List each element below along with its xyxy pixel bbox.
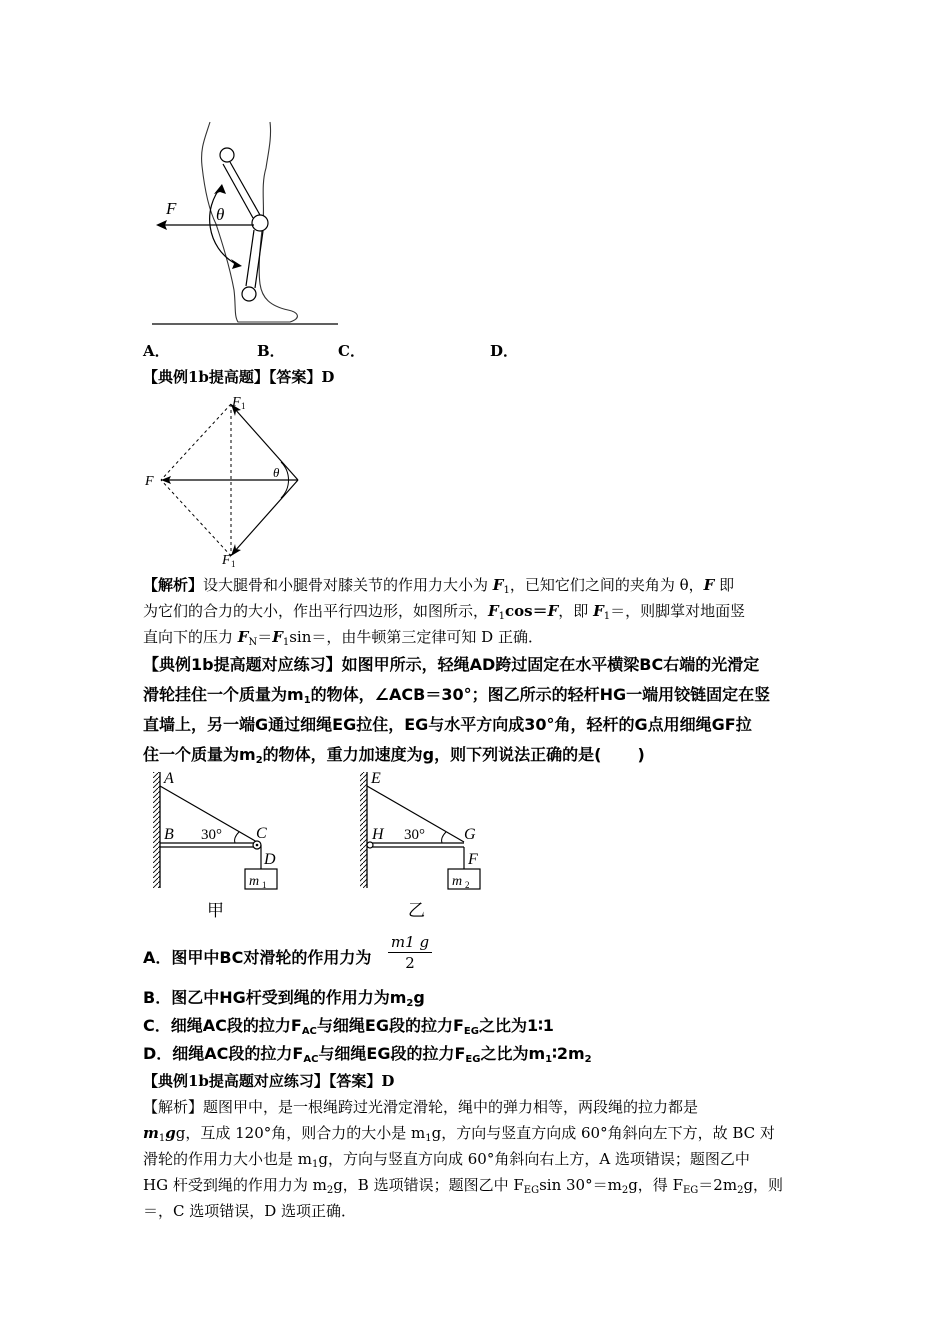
choice-a-fraction — [388, 932, 432, 973]
jia-label-b: B — [164, 826, 174, 843]
yi-mass-label: m — [452, 874, 463, 889]
answer-heading-2: 【典例1b提高题对应练习】【答案】D — [143, 1072, 395, 1090]
yi-label-e: E — [371, 770, 381, 787]
yi-label-f: F — [468, 851, 478, 868]
parallelogram-figure — [143, 392, 313, 570]
yi-caption: 乙 — [408, 901, 425, 920]
yi-label-g: G — [464, 826, 476, 843]
choice-b: B．图乙中HG杆受到绳的作用力为$m_2g$ — [143, 988, 425, 1009]
f-label: F — [145, 474, 154, 489]
analysis1-line2: 为它们的合力的大小，作出平行四边形，如图所示，$F_1\cos=F$，即 $F_1=$，则脚掌对地面竖 — [143, 602, 746, 622]
analysis2-line3: 滑轮的作用力大小也是 $m_1g$，方向与竖直方向成 60°角斜向右上方，A 选项错误；题图乙中 — [143, 1150, 750, 1170]
practice-line4: 住一个质量为$m_2$的物体，重力加速度为g，则下列说法正确的是( ) — [143, 745, 645, 766]
choice-d: D．细绳AC段的拉力$F_{AC}$与细绳EG段的拉力$F_{EG}$之比为$m_1∶2m_2$ — [143, 1044, 592, 1065]
analysis2-line5: ＝，C 选项错误，D 选项正确． — [143, 1202, 357, 1220]
practice-line1: 【典例1b提高题对应练习】如图甲所示，轻绳AD跨过固定在水平横梁BC右端的光滑定 — [143, 655, 760, 674]
jia-mass-label: m — [249, 874, 260, 889]
option-c: C． — [338, 342, 365, 360]
practice-line3: 直墙上，另一端G通过细绳EG拉住，EG与水平方向成30°角，轻杆的G点用细绳GF拉 — [143, 715, 752, 734]
analysis1-line3: 直向下的压力 $F_N=F_1\sin=$，由牛顿第三定律可知 D 正确． — [143, 628, 543, 648]
f1-bottom-sub: 1 — [231, 559, 236, 569]
rope-figures — [143, 768, 503, 928]
jia-label-c: C — [256, 825, 267, 842]
analysis2-line4: HG 杆受到绳的作用力为 $m_2g$，B 选项错误；题图乙中 $F_{EG}\sin$ $30^\circ=m_2g$，得 $F_{EG}=2m_2g$，则 — [143, 1176, 784, 1196]
jia-label-d: D — [264, 851, 276, 868]
f1-bottom-label: F — [222, 553, 231, 568]
yi-angle: 30° — [404, 827, 425, 843]
jia-caption: 甲 — [207, 901, 224, 920]
practice-line2: 滑轮挂住一个质量为$m_1$的物体，∠ACB＝30°；图乙所示的轻杆HG一端用铰链固定在竖 — [143, 685, 771, 706]
analysis2-line2: $m_1gg$，互成 120°角，则合力的大小是 $m_1g$，方向与竖直方向成 60°角斜向左下方，故 BC 对 — [143, 1124, 775, 1144]
analysis1-line1: 【解析】设大腿骨和小腿骨对膝关节的作用力大小为 $F_1$，已知它们之间的夹角为 θ，F 即 — [143, 576, 735, 596]
theta-label: θ — [273, 465, 280, 480]
leg-figure — [150, 118, 345, 330]
choice-c: C．细绳AC段的拉力$F_{AC}$与细绳EG段的拉力$F_{EG}$之比为1∶1 — [143, 1016, 554, 1037]
jia-mass-sub: 1 — [262, 880, 267, 890]
angle-label: θ — [216, 205, 225, 224]
fraction-denominator: 2 — [405, 954, 415, 972]
analysis2-line1: 【解析】题图甲中，是一根绳跨过光滑定滑轮，绳中的弹力相等，两段绳的拉力都是 — [143, 1098, 699, 1116]
f1-top-label: F — [232, 395, 241, 410]
yi-label-h: H — [372, 826, 384, 843]
option-b: B． — [257, 342, 285, 360]
answer-heading-1: 【典例1b提高题】【答案】D — [143, 368, 335, 386]
yi-mass-sub: 2 — [465, 880, 470, 890]
force-label: F — [166, 199, 177, 218]
choice-a: A．图甲中BC对滑轮的作用力为 — [143, 948, 372, 967]
jia-label-a: A — [164, 770, 174, 787]
fraction-numerator: m1 g — [388, 932, 432, 953]
f1-top-sub: 1 — [241, 401, 246, 411]
option-a: A． — [143, 342, 170, 360]
option-d: D． — [490, 342, 519, 360]
jia-angle: 30° — [201, 827, 222, 843]
